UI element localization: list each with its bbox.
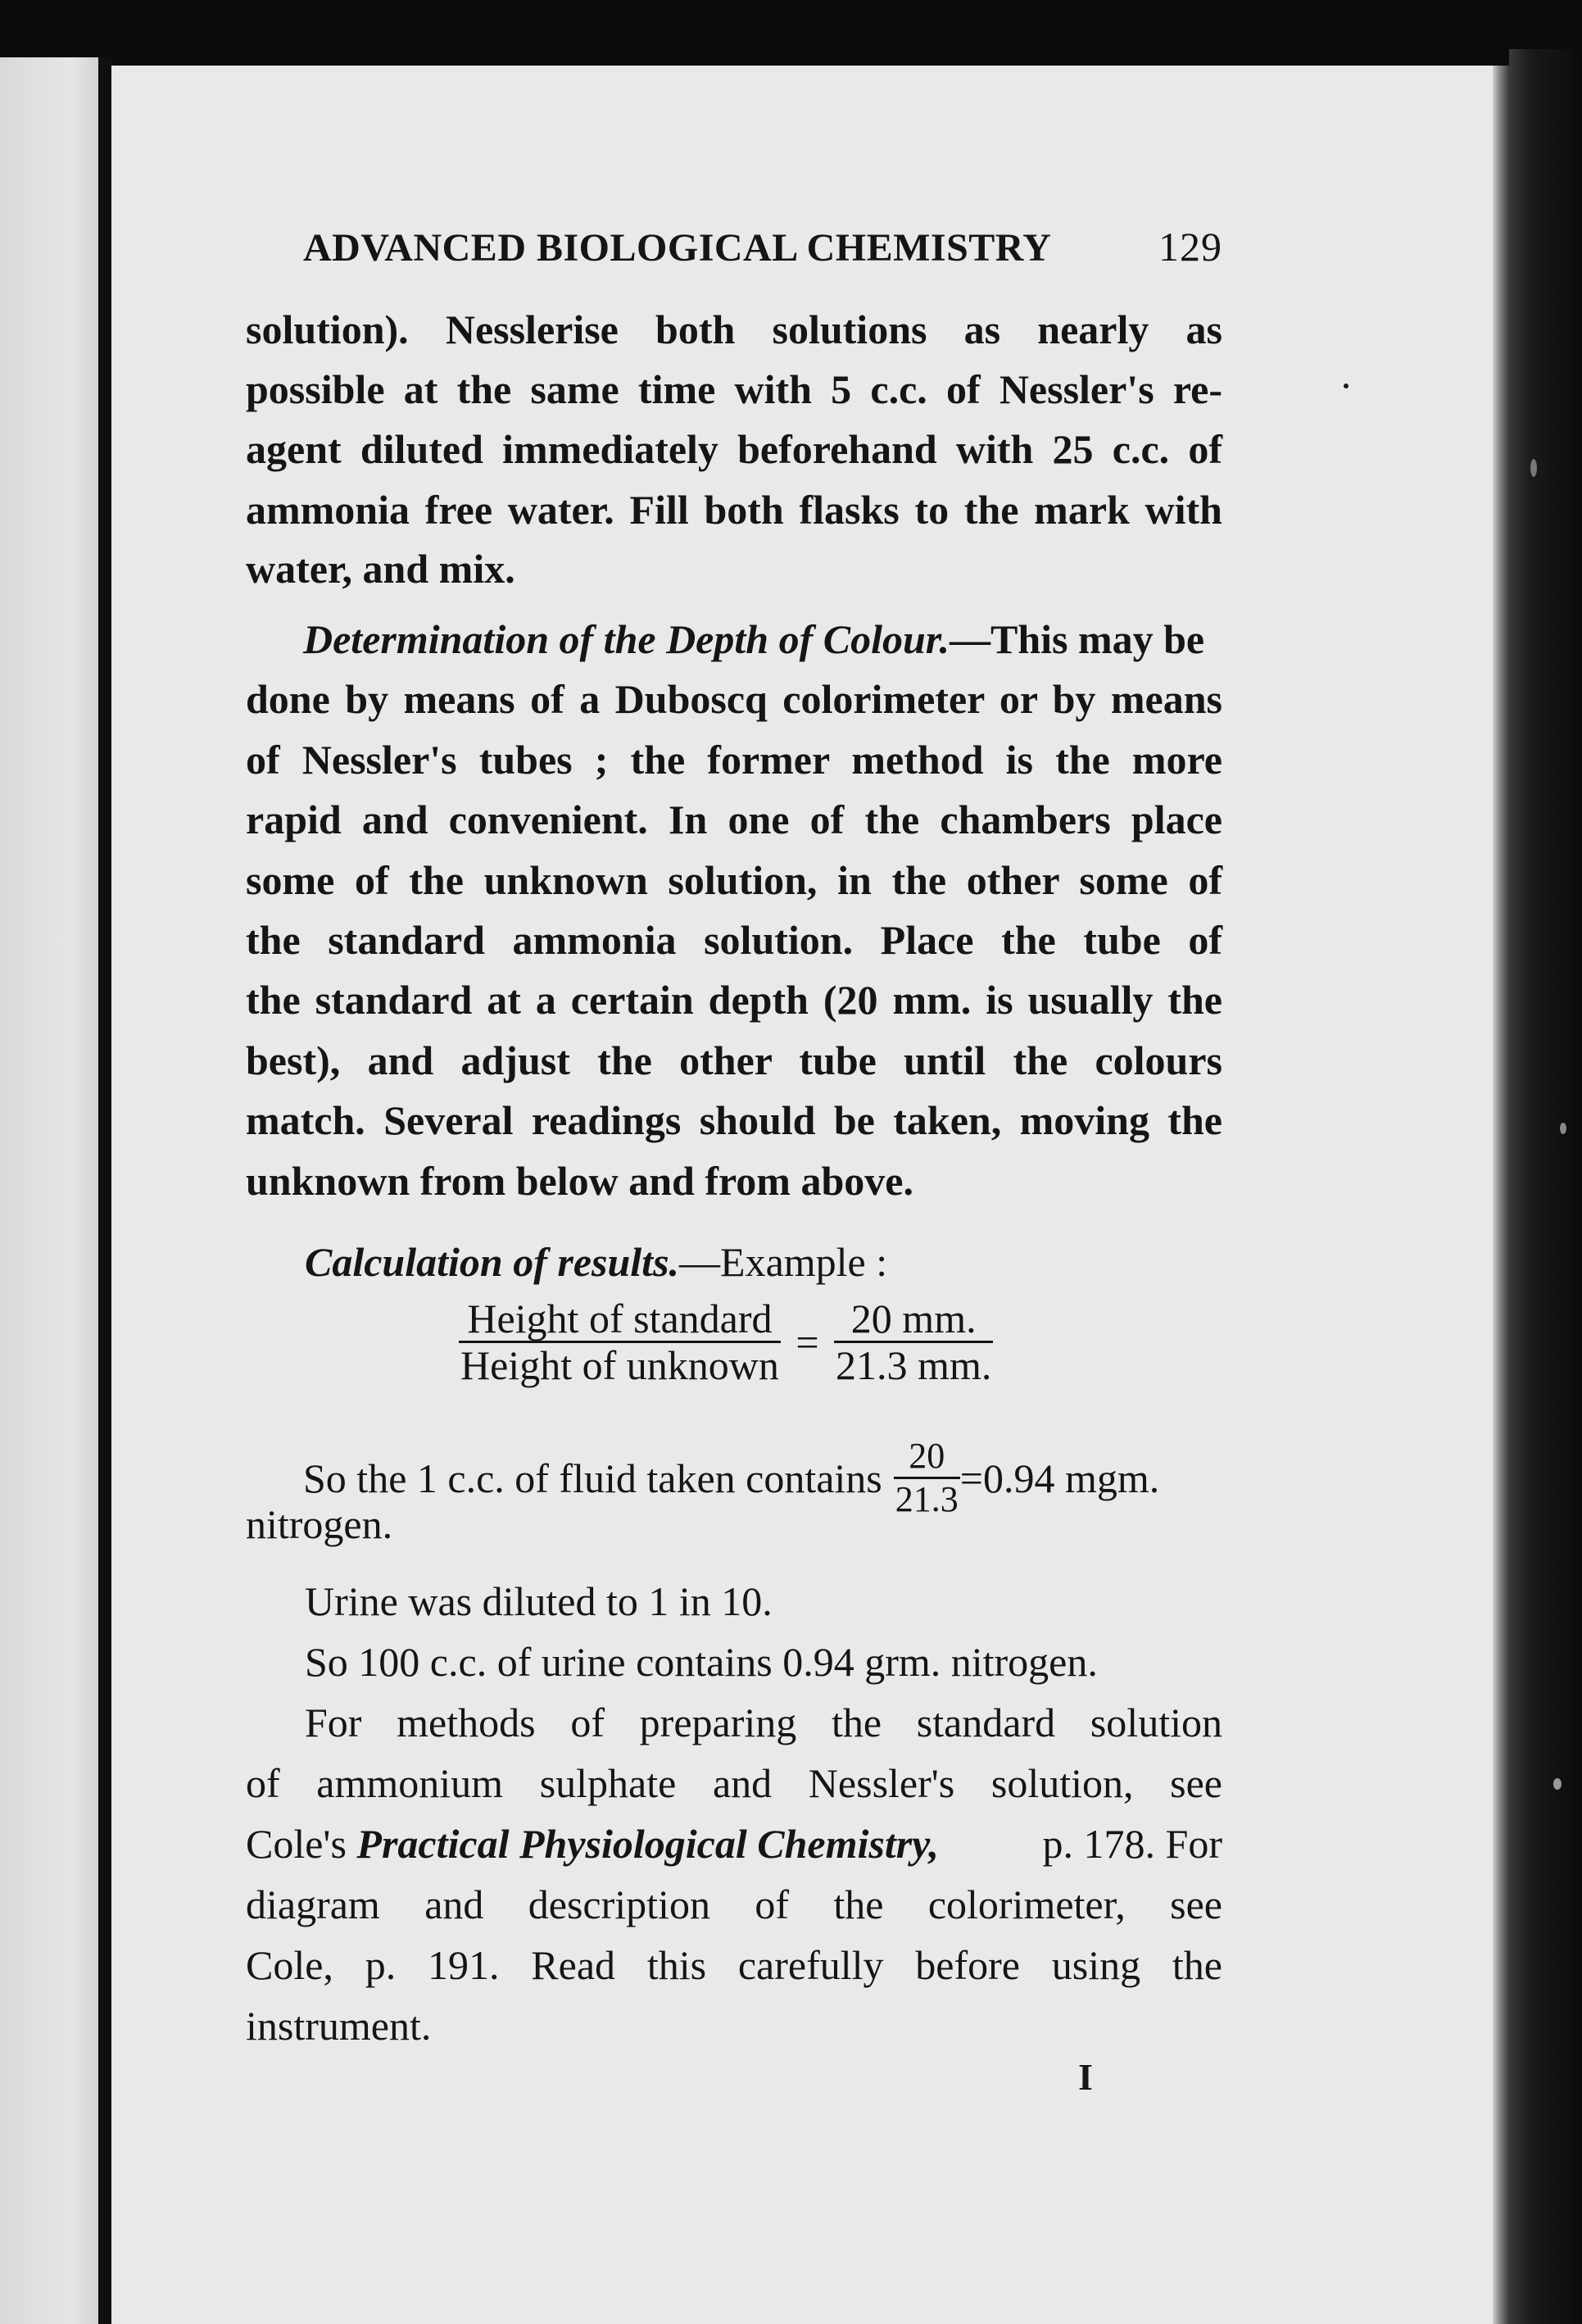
methods-line: diagram and description of the colorimeter, see — [246, 1881, 1222, 1927]
left-page-margin — [0, 57, 102, 2324]
header-title: ADVANCED BIOLOGICAL CHEMISTRY — [303, 226, 1052, 270]
methods-line: of ammonium sulphate and Nessler's solution, see — [246, 1760, 1222, 1806]
so-numerator: 20 — [894, 1436, 960, 1479]
methods-line: Cole, p. 191. Read this carefully before using the — [246, 1942, 1222, 1988]
calc-heading: Calculation of results. — [305, 1239, 680, 1285]
ratio-numerator: Height of standard — [459, 1296, 781, 1343]
book-title: Practical Physiological Chemistry, — [356, 1821, 940, 1867]
depth-line: done by means of a Duboscq colorimeter or by means — [246, 676, 1222, 722]
depth-line: the standard ammonia solution. Place the tube of — [246, 917, 1222, 963]
running-header — [303, 223, 1222, 270]
scan-speck — [1553, 1778, 1562, 1790]
signature-mark: I — [1078, 2056, 1093, 2098]
ratio-value-numerator: 20 mm. — [834, 1296, 993, 1343]
body-line: agent diluted immediately beforehand with 25 c.c. of — [246, 426, 1222, 472]
calc-after: —Example : — [679, 1239, 888, 1285]
ratio-value-denominator: 21.3 mm. — [836, 1342, 992, 1388]
methods-line: For methods of preparing the standard solution — [305, 1700, 1222, 1745]
scan-speck — [1344, 384, 1349, 388]
depth-line-0: —This may be — [949, 616, 1205, 662]
scan-speck — [1560, 1123, 1566, 1134]
right-page-edge — [1493, 66, 1509, 2324]
methods-line: instrument. — [246, 2003, 432, 2049]
depth-line: match. Several readings should be taken, moving the — [246, 1097, 1222, 1143]
methods-line3-pre: Cole's — [246, 1821, 357, 1867]
body-line: water, and mix. — [246, 546, 515, 592]
depth-line: some of the unknown solution, in the other some of — [246, 857, 1222, 903]
ratio-equation — [459, 1296, 1032, 1387]
depth-heading-line — [303, 615, 1222, 664]
left-page-edge — [98, 57, 111, 2324]
depth-line: unknown from below and from above. — [246, 1158, 913, 1204]
so-continuation: nitrogen. — [246, 1501, 393, 1547]
depth-heading: Determination of the Depth of Colour. — [303, 616, 950, 662]
methods-line3-post: p. 178. For — [1042, 1821, 1222, 1867]
depth-line: of Nessler's tubes ; the former method is the more — [246, 737, 1222, 783]
body-line: possible at the same time with 5 c.c. of Nessler's re- — [246, 366, 1222, 412]
dilution-line: Urine was diluted to 1 in 10. — [305, 1578, 773, 1624]
equals-sign: = — [796, 1319, 819, 1365]
depth-line: best), and adjust the other tube until the colours — [246, 1037, 1222, 1083]
calc-heading-line — [305, 1237, 1206, 1287]
right-gutter — [1509, 49, 1582, 2324]
body-line: solution). Nesslerise both solutions as nearly as — [246, 306, 1222, 352]
scan-speck — [1530, 459, 1537, 477]
so-denominator: 21.3 — [895, 1479, 959, 1519]
so-text: So the 1 c.c. of fluid taken contains — [303, 1455, 882, 1501]
depth-line: rapid and convenient. In one of the chambers place — [246, 797, 1222, 842]
ratio-fraction-right — [834, 1296, 993, 1387]
ratio-denominator: Height of unknown — [460, 1342, 779, 1388]
depth-line: the standard at a certain depth (20 mm. is usually the — [246, 977, 1222, 1023]
ratio-fraction-left — [459, 1296, 781, 1387]
nitrogen-line: So 100 c.c. of urine contains 0.94 grm. nitrogen. — [305, 1639, 1098, 1685]
methods-line-citation — [246, 1819, 1222, 1868]
body-line: ammonia free water. Fill both flasks to the mark with — [246, 487, 1222, 533]
so-result: =0.94 mgm. — [959, 1455, 1160, 1501]
page-number: 129 — [1158, 224, 1222, 270]
